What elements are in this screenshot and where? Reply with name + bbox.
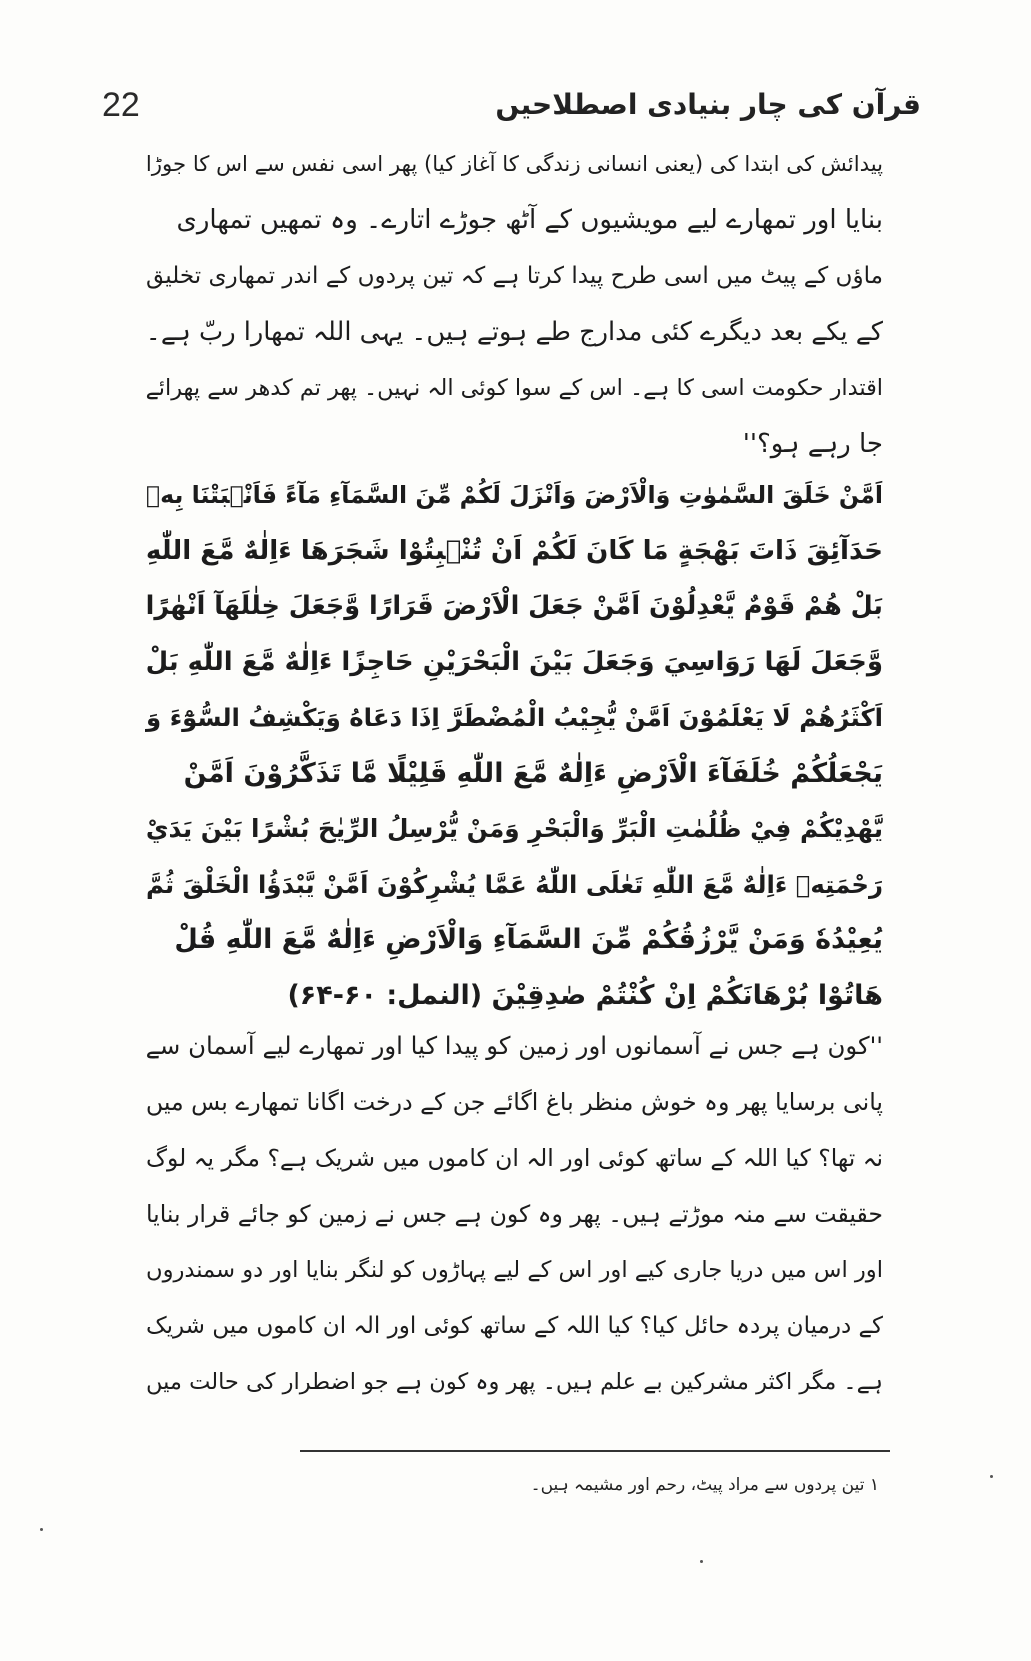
text-line: نہ تھا؟ کیا اللہ کے ساتھ کوئی اور الہ ان کاموں میں شریک ہے؟ مگر یہ لوگ	[146, 1144, 883, 1172]
paper-speck	[990, 1475, 993, 1478]
text-line: کے درمیان پردہ حائل کیا؟ کیا اللہ کے ساتھ کوئی اور الہ ان کاموں میں شریک	[145, 1313, 883, 1339]
footnote: ۱ تین پردوں سے مراد پیٹ، رحم اور مشیمہ ہیں۔	[530, 1475, 879, 1495]
text-line: جا رہے ہو؟''	[742, 429, 883, 459]
verse-line: بَلْ هُمْ قَوْمٌ يَّعْدِلُوْنَ اَمَّنْ جَعَلَ الْاَرْضَ قَرَارًا وَّجَعَلَ خِلٰلَهَآ اَنْهٰرًا	[145, 591, 883, 621]
page-number: 22	[102, 86, 140, 124]
text-line: حقیقت سے منہ موڑتے ہیں۔ پھر وہ کون ہے جس نے زمین کو جائے قرار بنایا	[146, 1200, 883, 1228]
verse-line: يُعِيْدُهٗ وَمَنْ يَّرْزُقُكُمْ مِّنَ السَّمَآءِ وَالْاَرْضِ ءَاِلٰهٌ مَّعَ اللّٰهِ قُلْ	[174, 924, 883, 955]
text-line: ماؤں کے پیٹ میں اسی طرح پیدا کرتا ہے کہ تین پردوں کے اندر تمھاری تخلیق	[146, 263, 883, 289]
text-line: پیدائش کی ابتدا کی (یعنی انسانی زندگی کا آغاز کیا) پھر اسی نفس سے اس کا جوڑا	[145, 151, 883, 176]
verse-line: هَاتُوْا بُرْهَانَكُمْ اِنْ كُنْتُمْ صٰدِقِيْنَ (النمل: ۶۰-۶۴)	[287, 979, 883, 1011]
text-line: پانی برسایا پھر وہ خوش منظر باغ اگائے جن کے درخت اگانا تمھارے بس میں	[145, 1088, 883, 1116]
verse-line: حَدَآئِقَ ذَاتَ بَهْجَةٍ مَا كَانَ لَكُمْ اَنْ تُنْۢبِتُوْا شَجَرَهَا ءَاِلٰهٌ مَّعَ اللّٰهِ	[145, 535, 883, 566]
quran-verse-block	[138, 468, 883, 1023]
text-line: اور اس میں دریا جاری کیے اور اس کے لیے پہاڑوں کو لنگر بنایا اور دو سمندروں	[146, 1257, 883, 1283]
verse-line: يَجْعَلُكُمْ خُلَفَآءَ الْاَرْضِ ءَاِلٰهٌ مَّعَ اللّٰهِ قَلِيْلًا مَّا تَذَكَّرُوْنَ اَمَّنْ	[183, 757, 883, 789]
paper-speck	[40, 1528, 43, 1531]
text-line: ہے۔ مگر اکثر مشرکین بے علم ہیں۔ پھر وہ کون ہے جو اضطرار کی حالت میں	[146, 1369, 883, 1395]
prose-paragraph-1	[138, 136, 883, 472]
text-line: ''کون ہے جس نے آسمانوں اور زمین کو پیدا کیا اور تمھارے لیے آسمان سے	[145, 1031, 883, 1060]
paper-speck	[700, 1560, 703, 1563]
running-title: قرآن کی چار بنیادی اصطلاحیں	[495, 88, 921, 121]
text-line: اقتدار حکومت اسی کا ہے۔ اس کے سوا کوئی الہ نہیں۔ پھر تم کدھر سے پھرائے	[145, 375, 883, 401]
footnote-divider	[300, 1450, 890, 1452]
text-line: بنایا اور تمھارے لیے مویشیوں کے آٹھ جوڑے اتارے۔ وہ تمھیں تمھاری	[176, 205, 883, 235]
verse-line: اَكْثَرُهُمْ لَا يَعْلَمُوْنَ اَمَّنْ يُّجِيْبُ الْمُضْطَرَّ اِذَا دَعَاهُ وَيَكْشِفُ السُّوْٓءَ وَ	[146, 703, 883, 732]
verse-line: يَّهْدِيْكُمْ فِيْ ظُلُمٰتِ الْبَرِّ وَالْبَحْرِ وَمَنْ يُّرْسِلُ الرِّيٰحَ بُشْرًا بَيْنَ يَدَيْ	[145, 814, 883, 843]
verse-line: وَّجَعَلَ لَهَا رَوَاسِيَ وَجَعَلَ بَيْنَ الْبَحْرَيْنِ حَاجِزًا ءَاِلٰهٌ مَّعَ اللّٰهِ بَلْ	[145, 646, 883, 677]
text-line: کے یکے بعد دیگرے کئی مدارج طے ہوتے ہیں۔ یہی اللہ تمھارا ربّ ہے۔	[145, 317, 883, 347]
verse-line: رَحْمَتِهٖ ءَاِلٰهٌ مَّعَ اللّٰهِ تَعٰلَى اللّٰهُ عَمَّا يُشْرِكُوْنَ اَمَّنْ يَّبْدَؤُا الْخَلْقَ ثُمَّ	[145, 869, 883, 899]
prose-paragraph-2	[138, 1018, 883, 1410]
verse-line: اَمَّنْ خَلَقَ السَّمٰوٰتِ وَالْاَرْضَ وَاَنْزَلَ لَكُمْ مِّنَ السَّمَآءِ مَآءً فَاَنْۢبَتْنَا بِهٖ	[145, 481, 883, 509]
